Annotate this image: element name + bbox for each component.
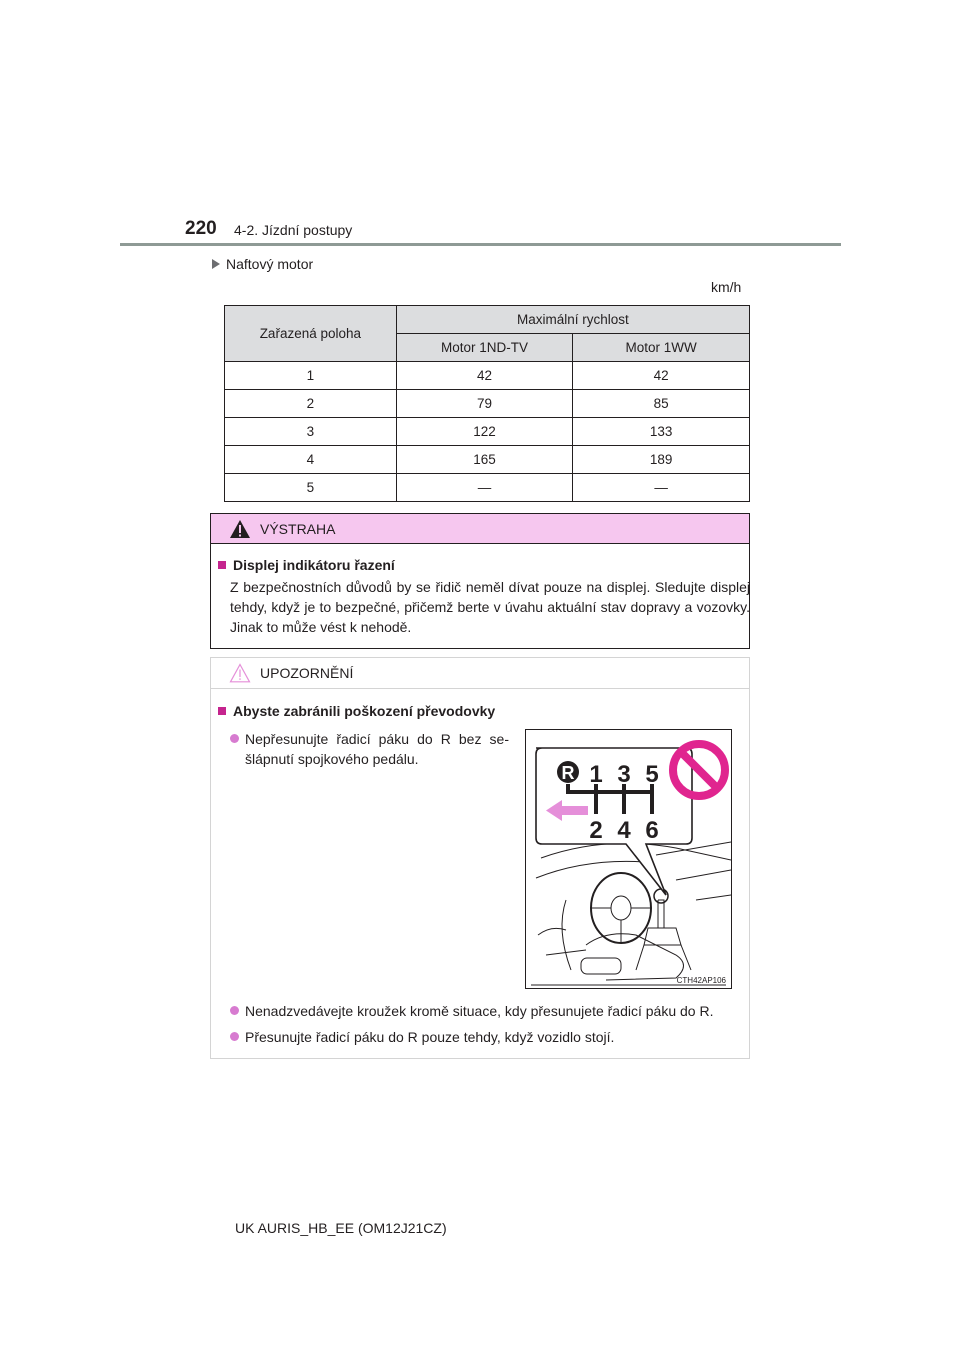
table-cell: 3 bbox=[225, 418, 397, 446]
table-cell: 42 bbox=[573, 362, 750, 390]
bullet-dot-icon bbox=[230, 734, 239, 743]
table-cell: 4 bbox=[225, 446, 397, 474]
warning-item-title-text: Displej indikátoru řazení bbox=[233, 557, 395, 573]
notice-header bbox=[211, 658, 749, 689]
section-title: 4-2. Jízdní postupy bbox=[234, 222, 353, 238]
notice-item-title-text: Abyste zabránili poškození převodovky bbox=[233, 703, 496, 719]
header-engine-a: Motor 1ND-TV bbox=[396, 334, 573, 362]
table-cell: 1 bbox=[225, 362, 397, 390]
caution-triangle-icon bbox=[229, 663, 251, 683]
table-row bbox=[225, 446, 750, 474]
gearshift-drawing bbox=[526, 730, 732, 989]
illustration-code: CTH42AP106 bbox=[676, 976, 726, 985]
table-cell: 122 bbox=[396, 418, 573, 446]
table-row bbox=[225, 390, 750, 418]
subheading bbox=[212, 256, 313, 272]
notice-bullet bbox=[230, 729, 509, 769]
table-cell: — bbox=[573, 474, 750, 502]
table-cell: 133 bbox=[573, 418, 750, 446]
header-rule bbox=[120, 243, 841, 246]
gear-label-R: R bbox=[561, 763, 575, 783]
table-cell: 2 bbox=[225, 390, 397, 418]
gear-label-6: 6 bbox=[645, 817, 659, 844]
bullet-dot-icon bbox=[230, 1032, 239, 1041]
header-max-speed: Maximální rychlost bbox=[396, 306, 749, 334]
unit-label: km/h bbox=[711, 279, 742, 295]
warning-title: VÝSTRAHA bbox=[260, 520, 336, 537]
table-cell: 189 bbox=[573, 446, 750, 474]
speed-table bbox=[224, 305, 750, 502]
table-row bbox=[225, 418, 750, 446]
notice-bullet-text: Nepřesunujte řadicí páku do R bez sešlápnutí spojkového pedálu. bbox=[245, 731, 509, 767]
table-cell: — bbox=[396, 474, 573, 502]
table-cell: 42 bbox=[396, 362, 573, 390]
gear-label-4: 4 bbox=[617, 817, 631, 844]
gear-label-3: 3 bbox=[617, 761, 631, 788]
subheading-text: Naftový motor bbox=[226, 256, 314, 272]
gear-label-1: 1 bbox=[589, 761, 603, 788]
table-cell: 165 bbox=[396, 446, 573, 474]
square-bullet-icon bbox=[218, 707, 226, 715]
square-bullet-icon bbox=[218, 561, 226, 569]
table-cell: 5 bbox=[225, 474, 397, 502]
table-cell: 85 bbox=[573, 390, 750, 418]
notice-bullet bbox=[230, 1027, 750, 1047]
warning-item-title bbox=[218, 557, 395, 573]
gearshift-illustration bbox=[525, 729, 732, 989]
notice-bullet-text: Nenadzvedávejte kroužek kromě situace, kdy přesunujete řadicí páku do R. bbox=[245, 1003, 714, 1019]
gear-label-5: 5 bbox=[645, 761, 659, 788]
bullet-dot-icon bbox=[230, 1006, 239, 1015]
table-cell: 79 bbox=[396, 390, 573, 418]
page-number: 220 bbox=[185, 218, 217, 239]
notice-bullet-text: Přesunujte řadicí páku do R pouze tehdy, když vozidlo stojí. bbox=[245, 1029, 615, 1045]
warning-header bbox=[211, 514, 749, 544]
header-position: Zařazená poloha bbox=[225, 306, 397, 362]
notice-item-title bbox=[218, 703, 495, 719]
triangle-marker-icon bbox=[212, 259, 220, 269]
table-row bbox=[225, 474, 750, 502]
warning-triangle-icon bbox=[229, 519, 251, 539]
warning-text: Z bezpečnostních důvodů by se řidič neměl dívat pouze na displej. Sledujte displej tehdy, když je to bezpečné, přičemž berte v úvahu aktuální stav dopravy a vozovky. Jinak to může vést k nehodě. bbox=[230, 579, 750, 635]
table-row bbox=[225, 362, 750, 390]
header-engine-b: Motor 1WW bbox=[573, 334, 750, 362]
warning-box bbox=[210, 513, 750, 649]
gear-label-2: 2 bbox=[589, 817, 603, 844]
footer-code: UK AURIS_HB_EE (OM12J21CZ) bbox=[235, 1220, 447, 1236]
notice-title: UPOZORNĚNÍ bbox=[260, 665, 354, 681]
notice-bullet bbox=[230, 1001, 750, 1021]
